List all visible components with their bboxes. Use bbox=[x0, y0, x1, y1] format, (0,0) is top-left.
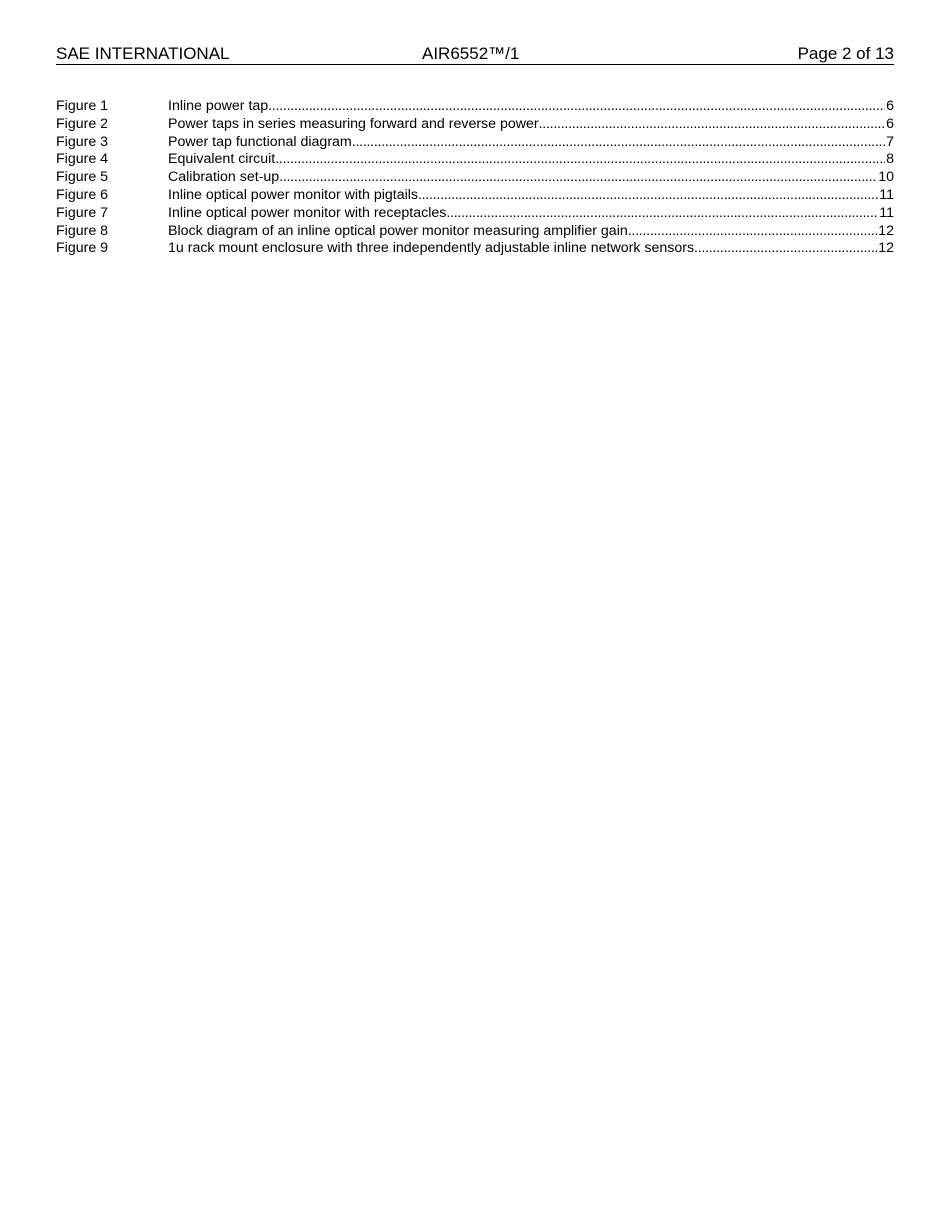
figure-label: Figure 7 bbox=[56, 204, 109, 221]
dot-leader bbox=[539, 116, 885, 134]
figure-label: Figure 2 bbox=[56, 115, 109, 132]
dot-leader bbox=[418, 187, 878, 205]
figure-title: Inline power tap bbox=[168, 98, 269, 114]
figure-entry-line bbox=[168, 98, 894, 116]
dot-leader bbox=[275, 151, 885, 169]
figure-label: Figure 6 bbox=[56, 186, 109, 203]
dot-leader bbox=[694, 240, 877, 258]
figure-label: Figure 4 bbox=[56, 151, 109, 168]
figure-page: 7 bbox=[886, 133, 894, 150]
figure-title: Inline optical power monitor with receptacles bbox=[168, 204, 447, 221]
figure-page: 10 bbox=[878, 169, 894, 186]
figure-title: 1u rack mount enclosure with three independently adjustable inline network sensors bbox=[168, 240, 695, 257]
figure-title: Calibration set-up bbox=[168, 169, 280, 186]
figure-entry-line bbox=[168, 134, 894, 152]
figure-entry-4 bbox=[56, 151, 894, 169]
list-of-figures bbox=[56, 98, 894, 258]
figure-title: Power taps in series measuring forward and reverse power bbox=[168, 115, 539, 132]
figure-title: Power tap functional diagram bbox=[168, 133, 352, 150]
figure-title: Block diagram of an inline optical power monitor measuring amplifier gain bbox=[168, 222, 628, 239]
figure-page: 12 bbox=[878, 240, 894, 257]
figure-entry-2 bbox=[56, 116, 894, 134]
dot-leader bbox=[279, 169, 877, 187]
figure-page: 12 bbox=[878, 222, 894, 239]
figure-entry-8 bbox=[56, 223, 894, 241]
figure-title: Equivalent circuit bbox=[168, 151, 276, 168]
figure-label: Figure 1 bbox=[56, 98, 109, 114]
dot-leader bbox=[352, 134, 885, 152]
dot-leader bbox=[268, 98, 885, 116]
figure-entry-line bbox=[168, 187, 894, 205]
figure-page: 11 bbox=[879, 186, 894, 203]
figure-page: 11 bbox=[879, 204, 894, 221]
figure-label: Figure 9 bbox=[56, 240, 109, 257]
figure-title: Inline optical power monitor with pigtails bbox=[168, 186, 418, 203]
dot-leader bbox=[446, 205, 878, 223]
figure-label: Figure 8 bbox=[56, 222, 109, 239]
document-number: AIR6552™/1 bbox=[422, 44, 520, 63]
figure-entry-line bbox=[168, 240, 894, 258]
figure-entry-3 bbox=[56, 134, 894, 152]
figure-entry-line bbox=[168, 205, 894, 223]
figure-entry-line bbox=[168, 169, 894, 187]
figure-label: Figure 5 bbox=[56, 169, 109, 186]
figure-page: 6 bbox=[886, 98, 894, 114]
organization-name: SAE INTERNATIONAL bbox=[56, 44, 230, 63]
page-header bbox=[56, 43, 894, 65]
figure-entry-line bbox=[168, 116, 894, 134]
figure-entry-7 bbox=[56, 205, 894, 223]
figure-page: 6 bbox=[886, 115, 894, 132]
dot-leader bbox=[628, 223, 877, 241]
figure-entry-line bbox=[168, 223, 894, 241]
figure-entry-6 bbox=[56, 187, 894, 205]
figure-entry-5 bbox=[56, 169, 894, 187]
page-number: Page 2 of 13 bbox=[797, 44, 894, 63]
figure-entry-line bbox=[168, 151, 894, 169]
figure-entry-1 bbox=[56, 98, 894, 116]
figure-page: 8 bbox=[886, 151, 894, 168]
figure-entry-9 bbox=[56, 240, 894, 258]
figure-label: Figure 3 bbox=[56, 133, 109, 150]
